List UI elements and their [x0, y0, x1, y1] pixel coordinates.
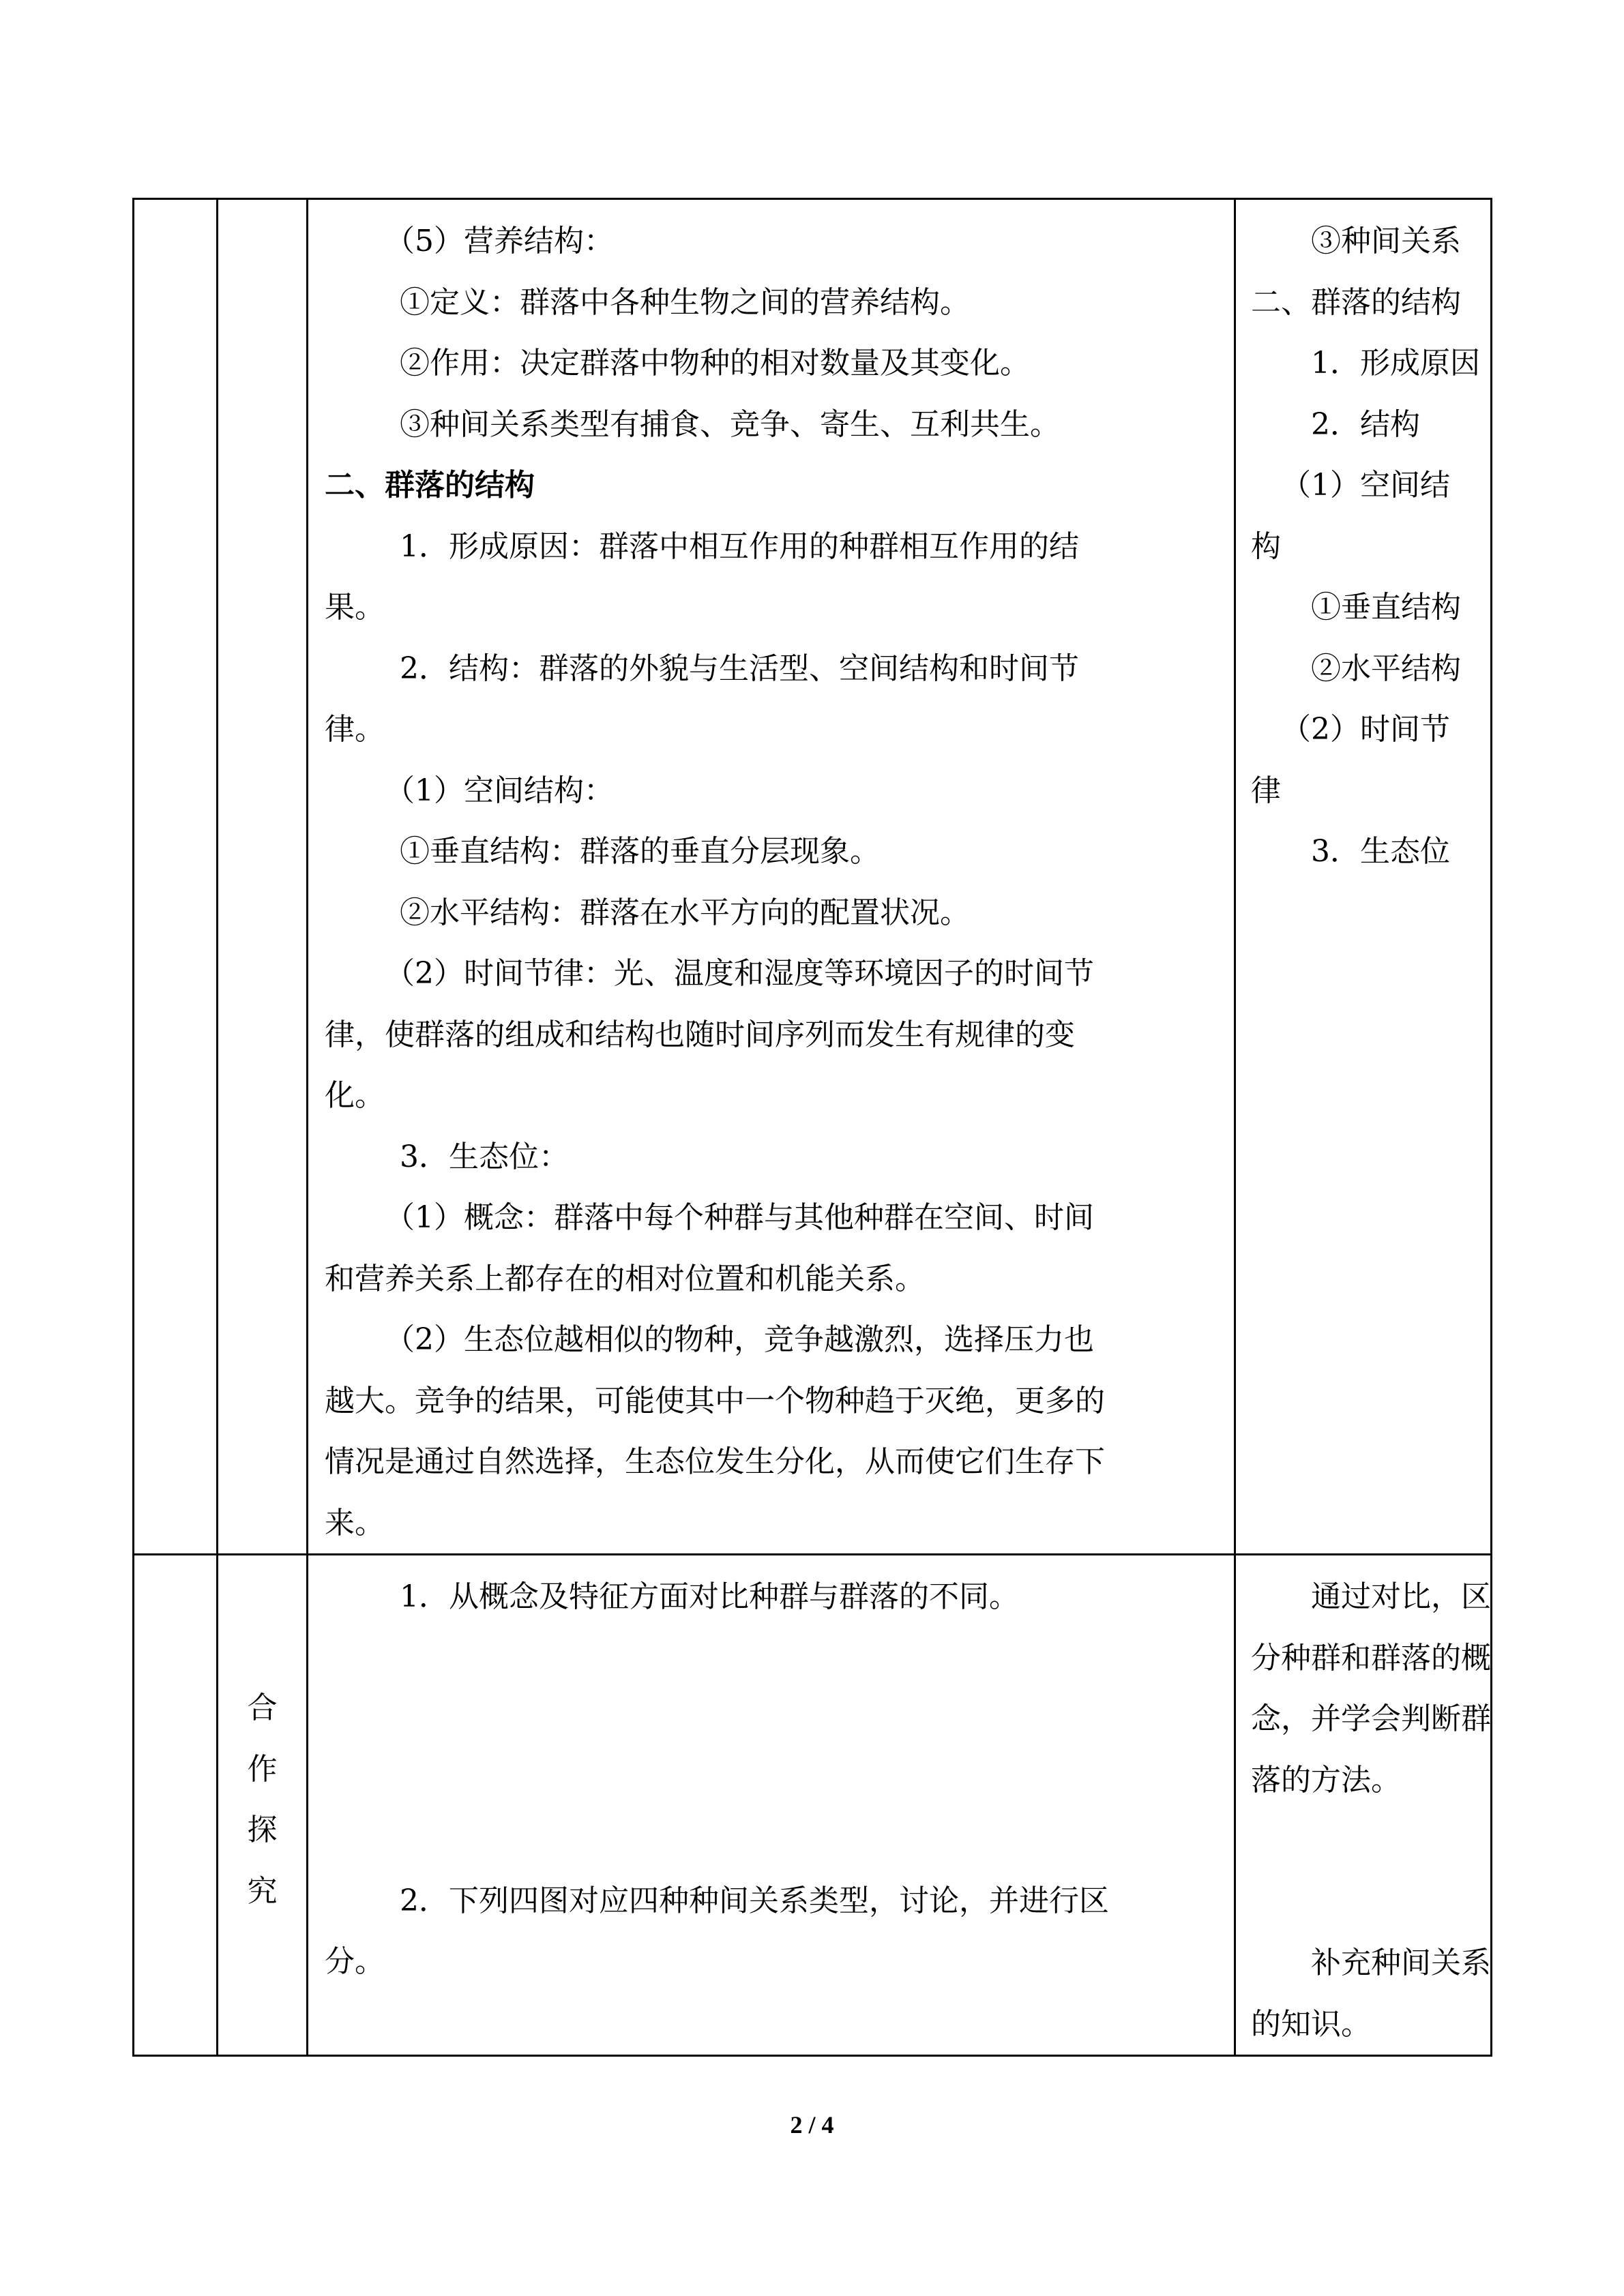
- lesson-plan-table: [132, 198, 1492, 2057]
- section-heading: 二、群落的结构: [325, 468, 535, 503]
- content-line: 化。: [325, 1078, 385, 1113]
- outer-column-cell: [134, 199, 218, 1555]
- content-line: （1）空间结构：: [385, 773, 614, 808]
- content-line: 1．从概念及特征方面对比种群与群落的不同。: [400, 1579, 1019, 1614]
- design-intent-cell: [1235, 1555, 1492, 2056]
- stage-label-char: 探: [247, 1813, 278, 1847]
- side-space: [1251, 1810, 1473, 1933]
- page-number: 2 / 4: [790, 2111, 834, 2138]
- content-line: 情况是通过自然选择，生态位发生分化，从而使它们生存下: [325, 1444, 1105, 1479]
- content-line: ②水平结构：群落在水平方向的配置状况。: [400, 895, 970, 930]
- content-line: （2）生态位越相似的物种，竞争越激烈，选择压力也: [385, 1322, 1094, 1357]
- content-line: ①定义：群落中各种生物之间的营养结构。: [400, 284, 970, 320]
- stage-label-char: 作: [247, 1751, 278, 1787]
- content-line: ③种间关系类型有捕食、竞争、寄生、互利共生。: [400, 406, 1060, 442]
- side-line: 念，并学会判断群: [1251, 1701, 1491, 1736]
- content-line: 2．下列四图对应四种种间关系类型，讨论，并进行区: [400, 1883, 1109, 1918]
- stage-label: [218, 1555, 306, 1922]
- side-line: （2）时间节: [1281, 712, 1450, 747]
- answer-space: [325, 1628, 1217, 1870]
- content-line: 3．生态位：: [400, 1139, 569, 1174]
- content-line: 律，使群落的组成和结构也随时间序列而发生有规律的变: [325, 1017, 1075, 1052]
- content-line: （2）时间节律：光、温度和湿度等环境因子的时间节: [385, 956, 1094, 991]
- side-line: ③种间关系: [1311, 224, 1461, 258]
- side-line: 补充种间关系: [1311, 1945, 1491, 1980]
- content-line: ①垂直结构：群落的垂直分层现象。: [400, 834, 880, 869]
- design-intent-cell: [1235, 199, 1492, 1555]
- content-line: 律。: [325, 712, 385, 747]
- side-line: ②水平结构: [1311, 651, 1461, 686]
- stage-label-char: 合: [247, 1690, 278, 1725]
- content-line: 来。: [325, 1505, 385, 1540]
- table-row: [134, 199, 1492, 1555]
- side-line: （1）空间结: [1281, 468, 1450, 503]
- side-line: 落的方法。: [1251, 1762, 1401, 1798]
- side-line: 3．生态位: [1311, 834, 1450, 869]
- content-line: 果。: [325, 590, 385, 625]
- side-line: 1．形成原因: [1311, 346, 1480, 381]
- outer-column-cell: [134, 1555, 218, 2056]
- stage-label-cell: [218, 199, 308, 1555]
- content-line: 1．形成原因：群落中相互作用的种群相互作用的结: [400, 528, 1079, 564]
- side-line: 二、群落的结构: [1251, 284, 1461, 320]
- content-cell: [308, 199, 1235, 1555]
- side-line: 构: [1251, 528, 1281, 564]
- side-line: 通过对比，区: [1311, 1579, 1491, 1614]
- side-line: 2．结构: [1311, 406, 1420, 442]
- content-line: 和营养关系上都存在的相对位置和机能关系。: [325, 1261, 925, 1296]
- stage-label-char: 究: [247, 1873, 278, 1909]
- side-line: 律: [1251, 773, 1281, 808]
- content-line: 2．结构：群落的外貌与生活型、空间结构和时间节: [400, 651, 1079, 686]
- content-line: 分。: [325, 1944, 385, 1979]
- content-line: 越大。竞争的结果，可能使其中一个物种趋于灭绝，更多的: [325, 1383, 1105, 1418]
- content-line: ②作用：决定群落中物种的相对数量及其变化。: [400, 346, 1030, 381]
- content-line: （5）营养结构：: [385, 224, 614, 258]
- side-line: 的知识。: [1251, 2006, 1371, 2042]
- content-cell: [308, 1555, 1235, 2056]
- side-line: 分种群和群落的概: [1251, 1640, 1491, 1675]
- content-line: （1）概念：群落中每个种群与其他种群在空间、时间: [385, 1200, 1094, 1235]
- side-line: ①垂直结构: [1311, 590, 1461, 625]
- table-row: [134, 1555, 1492, 2056]
- stage-label-cell: [218, 1555, 308, 2056]
